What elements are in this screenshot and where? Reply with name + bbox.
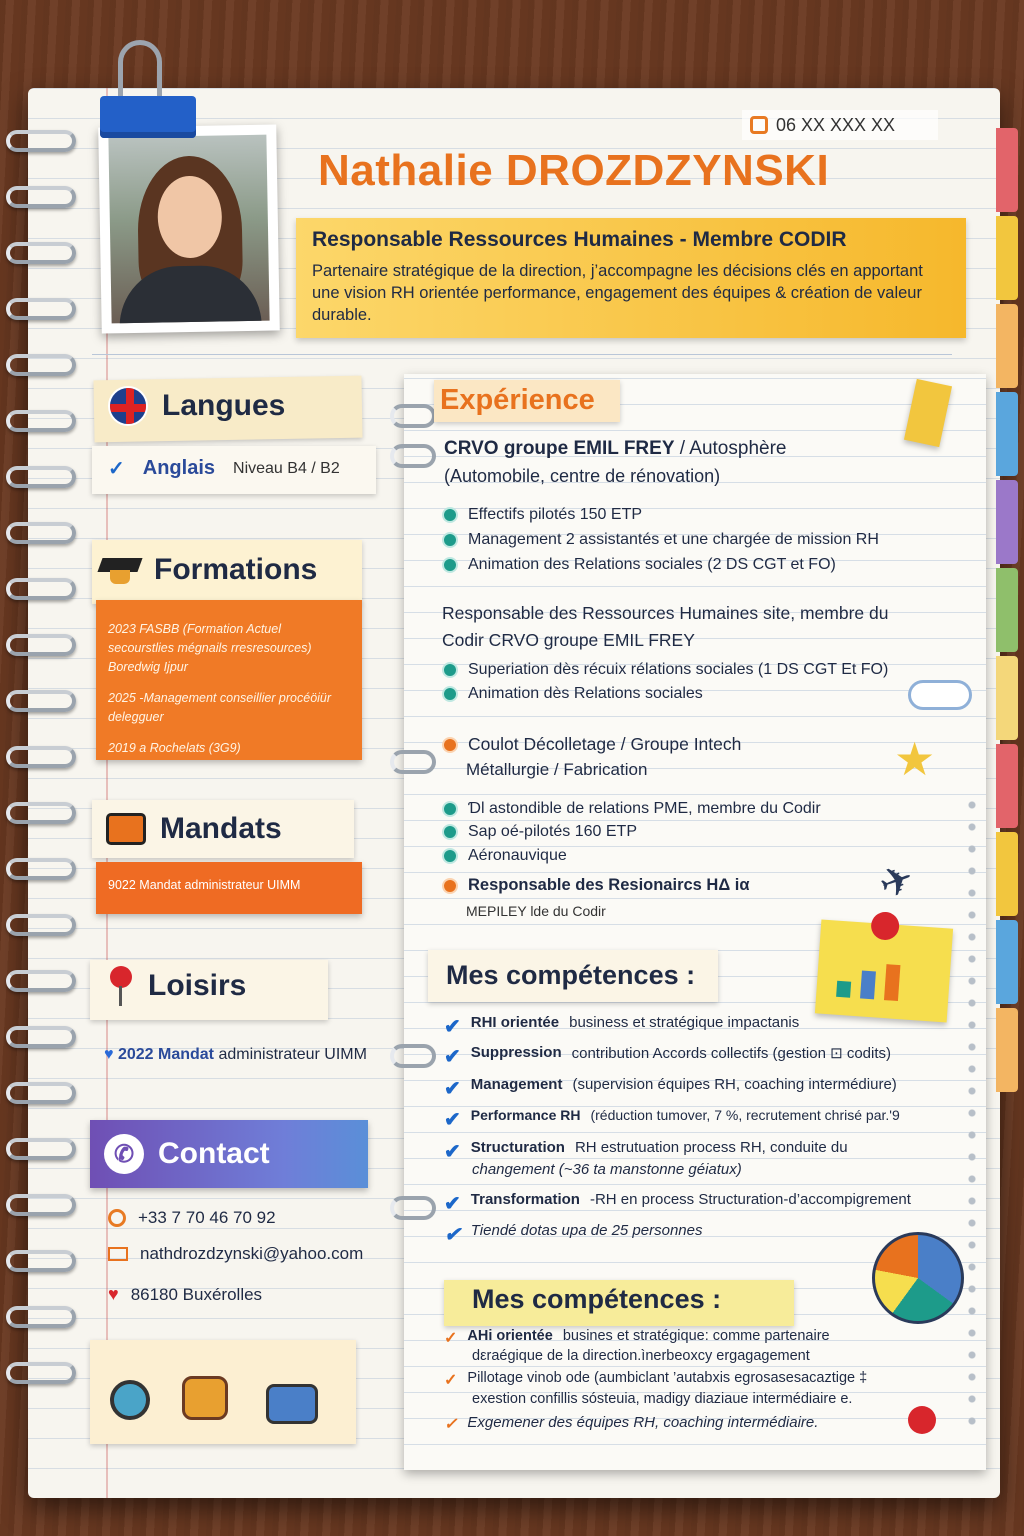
profile-photo [98,124,280,333]
job3-title: Coulot Décolletage / Groupe Intech [444,734,741,755]
header-phone[interactable] [742,110,938,140]
competence-item: ✔ Suppression contribution Accords collectifs (gestion ⊡ codits) [444,1044,891,1068]
contact-title: Contact [158,1137,270,1170]
tab-purple[interactable] [996,480,1018,564]
job1-suffix: / Autosphère [679,438,787,459]
gear-icon [444,688,456,700]
contact-heading [90,1120,368,1188]
list-item: Sap oé-pilotés 160 ETP [444,823,637,841]
phone-icon [750,116,768,134]
loisirs-rest: administrateur UIMM [218,1046,367,1063]
competence2-item: ✓ Pillotage vinob ode (aumbiclant ’autabxis egrosasesacaztige ‡ [444,1370,868,1389]
gear-icon [444,826,456,838]
job2-title: Responsable des Ressources Humaines site, membre du [442,603,889,623]
language-level: Niveau B4 / B2 [233,459,340,477]
job1-sector: (Automobile, centre de rénovation) [444,466,721,486]
job4-title: Responsable des Resionaircs HΔ iα [444,876,750,895]
mandats-item: 9022 Mandat administrateur UIMM [96,862,362,914]
list-item: Effectifs pilotés 150 ETP [444,506,642,524]
langues-heading [108,386,285,426]
list-item: Animation dès Relations sociales [444,685,703,703]
gear-icon [444,559,456,571]
gear-icon [444,534,456,546]
location-icon: ♥ [108,1284,119,1304]
job3-sector: Métallurgie / Fabrication [466,760,648,779]
gear-icon [444,803,456,815]
spiral-binding [6,130,76,1400]
bar-icon [884,964,900,1001]
formations-heading [100,552,317,588]
tab-yellow[interactable] [996,216,1018,300]
tab-yellow-2[interactable] [996,832,1018,916]
competence-item: ✔ RHI orientée business et stratégique impactanis [444,1014,800,1038]
page-title: Nathalie DROZDZYNSKI [318,146,830,195]
formation-item: 2023 FASBB (Formation Actuel secourstlies mégnails rresresources) Boredwig Ijpur [108,622,312,674]
gear-icon [444,509,456,521]
competence-item: ✔ Management (supervision équipes RH, coaching intermédiure) [444,1076,897,1100]
role-title: Responsable Ressources Humaines - Membre CODIR [312,228,847,251]
loisirs-heading [106,966,246,1006]
check-icon: ✓ [108,458,125,480]
hobby-stickers [90,1340,356,1444]
competences-title: Mes compétences : [446,960,696,990]
list-item: Ɗl astondible de relations PME, membre du Codir [444,800,821,818]
competence2-item-cont: exestion confillis sósteuia, madigy diaziaue intermédiaire e. [472,1391,853,1407]
competence-item: ✔ Tiendé dotas upa de 25 personnes [444,1222,703,1246]
role-banner [296,218,966,338]
competence-item: ✔ Structuration RH estrutuation process RH, conduite du [444,1139,848,1163]
contact-phone-text: +33 7 70 46 70 92 [138,1208,276,1227]
language-name: Anglais [142,457,216,479]
job1-company: CRVO groupe EMIL FREY [444,438,675,459]
list-item: Superiation dès récuix rélations sociales (1 DS CGT Et FO) [444,661,888,679]
pie-chart-icon [872,1232,964,1324]
competence2-item: ✓ Exgemener des équipes RH, coaching intermédiaire. [444,1414,819,1433]
contact-phone[interactable] [108,1208,276,1228]
tab-green[interactable] [996,568,1018,652]
contact-email-text: nathdrozdzynski@yahoo.com [140,1244,364,1263]
competence-item-cont: changement (~36 ta manstonne géiatux) [472,1161,742,1178]
check-icon: ✔ [444,1141,461,1163]
header-phone-text: 06 XX XXX XX [776,114,896,135]
tab-orange-2[interactable] [996,1008,1018,1092]
bar-icon [860,970,876,999]
check-icon: ✔ [444,1193,461,1215]
list-item: Animation des Relations sociales (2 DS CGT et FO) [444,556,836,574]
chart-sticky-note [815,920,953,1023]
briefcase-icon [106,813,146,845]
check-icon: ✔ [444,1046,461,1068]
tab-red[interactable] [996,128,1018,212]
check-icon: ✓ [444,1372,458,1389]
langues-title: Langues [162,389,286,422]
competence-item: ✔ Transformation -RH en process Structuration-d’accompigrement [444,1191,911,1215]
contact-city [108,1284,262,1305]
tab-orange[interactable] [996,304,1018,388]
competence-item: ✔ Performance RH (réduction tumover, 7 %, recrutement chrisé par.'9 [444,1107,900,1131]
tab-red-2[interactable] [996,744,1018,828]
heart-icon: ♥ [104,1046,114,1063]
pushpin-icon [106,966,134,1006]
tab-blue-2[interactable] [996,920,1018,1004]
gear-icon [444,664,456,676]
cloud-icon [908,680,972,710]
experience-title: Expérience [440,384,595,416]
star-icon: ★ [894,733,936,785]
formation-item: 2025 -Management conseillier procéöiür delegguer [108,691,332,724]
bag-icon [182,1376,228,1420]
job4-sub: MEPILEY lde du Codir [466,903,606,919]
summary-text: Partenaire stratégique de la direction, j’accompagne les décisions clés en apportant une vision RH orientée performance, engagement des équipes & création de valeur durable. [312,262,923,324]
loisirs-title: Loisirs [148,969,247,1002]
check-icon: ✔ [444,1109,461,1131]
binder-clip-icon [100,40,196,136]
check-icon: ✔ [444,1224,461,1246]
gear-icon [444,880,456,892]
job2-company: Codir CRVO groupe EMIL FREY [442,630,695,650]
gear-icon [444,850,456,862]
loisirs-strong: 2022 Mandat [117,1046,214,1063]
camera-icon [266,1384,318,1424]
check-icon: ✔ [444,1078,461,1100]
divider [92,354,952,355]
compass-icon [110,1380,150,1420]
job1-heading [444,438,786,460]
contact-city-text: 86180 Buxérolles [130,1284,263,1304]
gear-icon [444,739,456,751]
tab-cream[interactable] [996,656,1018,740]
list-item: Aéronauvique [444,847,567,865]
contact-email[interactable] [108,1244,363,1264]
competence2-item-cont: dεraégique de la direction.ìnerbeoxcy ergagagement [472,1348,810,1364]
competences2-title: Mes compétences : [472,1284,722,1314]
bar-icon [836,981,851,998]
graduation-cap-icon [100,552,140,588]
airplane-icon: ✈ [873,855,921,909]
phone-icon: ✆ [104,1134,144,1174]
check-icon: ✓ [444,1330,458,1347]
phone-icon [108,1209,126,1227]
tab-blue[interactable] [996,392,1018,476]
formations-card [96,600,362,760]
competence2-item: ✓ AHi orientée busines et stratégique: comme partenaire [444,1328,830,1347]
formation-item: 2019 a Rochelats (3G9) [108,741,241,755]
mandats-heading [106,812,282,846]
mandats-title: Mandats [160,812,282,845]
check-icon: ✔ [444,1016,461,1038]
pushpin-icon [908,1406,936,1434]
mail-icon [108,1247,128,1261]
loisirs-item [104,1044,374,1065]
list-item: Management 2 assistantés et une chargée de mission RH [444,531,879,549]
uk-flag-icon [108,386,148,426]
langues-item [108,456,340,481]
formations-title: Formations [154,553,318,586]
check-icon: ✓ [444,1416,458,1433]
index-tabs [996,128,1018,1096]
